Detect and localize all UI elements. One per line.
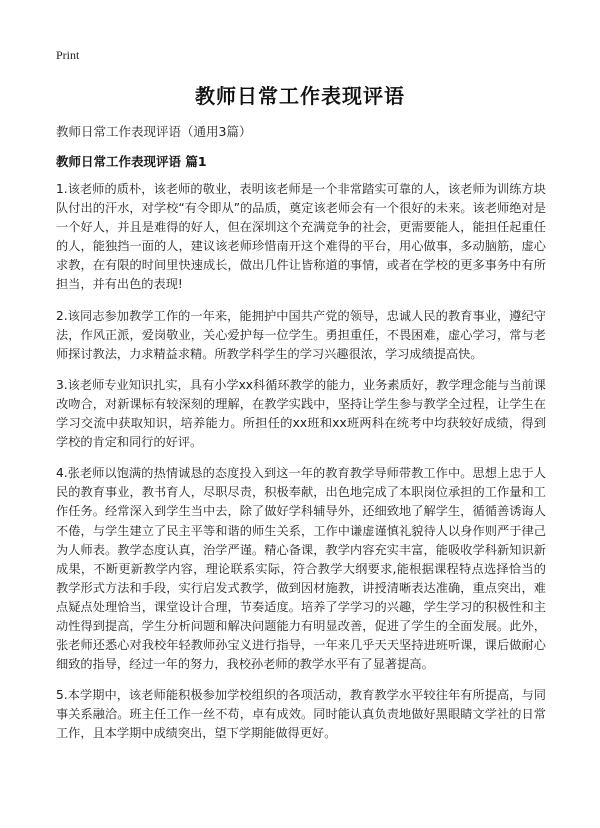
page-title: 教师日常工作表现评语 xyxy=(195,84,405,108)
paragraph-2: 2.该同志参加教学工作的一年来，能拥护中国共产党的领导，忠诚人民的教育事业，遵纪守法，作风正派，爱岗敬业，关心爱护每一位学生。勇担重任，不畏困难，虚心学习，常与老师探讨教法，力求精益求精。所教学科学生的学习兴趣很浓，学习成绩提高快。 xyxy=(56,308,546,361)
paragraph-4: 4.张老师以饱满的热情诚恳的态度投入到这一年的教育教学导师带教工作中。思想上忠于人民的教育事业，教书育人，尽职尽责，积极奉献，出色地完成了本职岗位承担的工作量和工作任务。经常深入到学生当中去，除了做好学科辅导外，还细致地了解学生，循循善诱诲人不倦，与学生建立了民主平等和谐的师生关系，工作中谦虚谨慎礼貌待人以身作则严于律己为人师表。教学态度认真，治学严谨。精心备课，教学内容充实丰富，能吸收学科新知识新成果，不断更新教学内容，理论联系实际，符合教学大纲要求,能根据课程特点选择恰当的教学形式方法和手段，实行启发式教学，做到因材施教，讲授清晰表达准确，重点突出，难点疑点处理恰当，课堂设计合理，节奏适度。培养了学学习的兴趣，学生学习的积极性和主动性得到提高，学生分析问题和解决问题能力有明显改善，促进了学生的全面发展。此外，张老师还悉心对我校年轻教师孙宝义进行指导，一年来几乎天天坚持进班听课，课后做耐心细致的指导，经过一年的努力，我校孙老师的教学水平有了显著提高。 xyxy=(56,466,546,672)
paragraph-5: 5.本学期中，该老师能积极参加学校组织的各项活动，教育教学水平较往年有所提高，与同事关系融洽。班主任工作一丝不苟，卓有成效。同时能认真负责地做好黑眼睛文学社的日常工作，且本学期中成绩突出，望下学期能做得更好。 xyxy=(56,688,546,741)
paragraph-3: 3.该老师专业知识扎实，具有小学xx科循环教学的能力，业务素质好，教学理念能与当前课改吻合，对新课标有较深刻的理解，在教学实践中，坚持让学生参与教学全过程，让学生在学习交流中获取知识，培养能力。所担任的xx班和xx班两科在统考中均获较好成绩，得到学校的肯定和同行的好评。 xyxy=(56,377,546,450)
article-body xyxy=(56,180,546,756)
document-subtitle: 教师日常工作表现评语（通用3篇） xyxy=(56,124,252,139)
paragraph-1: 1.该老师的质朴，该老师的敬业，表明该老师是一个非常踏实可靠的人，该老师为训练方块队付出的汗水，对学校“有令即从”的品质，奠定该老师会有一个很好的未来。该老师绝对是一个好人，并且是难得的好人，但在深圳这个充满竞争的社会，更需要能人，能担任起重任的人，能独挡一面的人，建议该老师珍惜南开这个难得的平台，用心做事，多动脑筋，虚心求教，在有限的时间里快速成长，做出几件让皆称道的事情，或者在学校的更多事务中有所担当，并有出色的表现! xyxy=(56,182,546,292)
section-heading: 教师日常工作表现评语 篇1 xyxy=(56,154,207,169)
print-link[interactable]: Print xyxy=(56,48,80,62)
